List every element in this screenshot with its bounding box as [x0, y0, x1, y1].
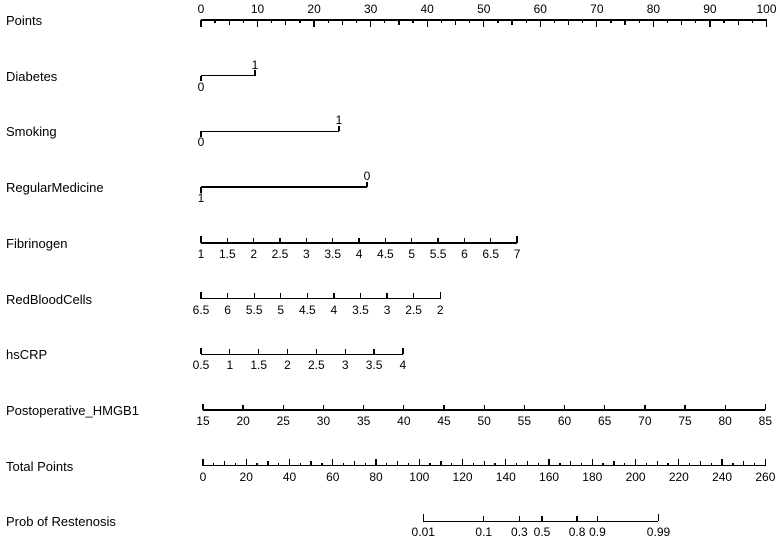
tick-label: 5 — [277, 302, 285, 317]
tick-mark — [306, 238, 307, 243]
tick-mark — [441, 20, 442, 23]
tick-mark — [254, 293, 255, 298]
tick-mark — [437, 238, 438, 243]
tick-label: 3.5 — [365, 358, 383, 373]
tick-label: 6 — [224, 302, 231, 317]
tick-mark — [373, 349, 374, 354]
tick-mark — [484, 405, 485, 410]
tick-label: 5.5 — [429, 246, 447, 261]
tick-mark — [202, 404, 203, 411]
tick-mark — [213, 463, 214, 466]
tick-label: 70 — [590, 2, 604, 16]
axis-line-red-blood-cells — [201, 298, 440, 299]
tick-label: 20 — [307, 2, 321, 16]
tick-mark — [541, 516, 542, 522]
axis-line-regular-medicine — [201, 186, 367, 187]
tick-mark — [604, 405, 605, 410]
tick-mark — [385, 238, 386, 243]
tick-label: 4 — [399, 358, 407, 373]
tick-label: 75 — [678, 414, 692, 429]
tick-mark — [658, 514, 659, 521]
tick-mark — [559, 463, 560, 466]
tick-mark — [564, 405, 565, 410]
tick-mark — [258, 349, 259, 354]
tick-label: 0 — [199, 469, 207, 484]
tick-mark — [635, 459, 636, 466]
tick-label: 60 — [326, 469, 340, 484]
tick-mark — [524, 405, 525, 410]
tick-mark — [229, 349, 230, 354]
tick-label-low: 0 — [197, 79, 205, 94]
tick-mark — [332, 459, 333, 466]
tick-mark — [227, 238, 228, 243]
tick-label: 25 — [276, 414, 290, 429]
tick-mark — [200, 236, 201, 243]
tick-label: 40 — [282, 469, 297, 484]
tick-label: 5.5 — [245, 302, 263, 317]
tick-mark — [657, 461, 658, 466]
tick-mark — [639, 20, 640, 23]
tick-mark — [408, 463, 409, 466]
tick-mark — [397, 461, 398, 466]
tick-label: 80 — [369, 469, 383, 484]
tick-label: 4 — [330, 302, 338, 317]
tick-mark — [354, 461, 355, 466]
tick-mark — [419, 459, 420, 466]
tick-mark — [267, 461, 268, 466]
row-label-diabetes: Diabetes — [6, 68, 58, 84]
tick-label: 0.3 — [511, 525, 528, 540]
tick-label: 55 — [517, 414, 532, 429]
tick-mark — [723, 20, 724, 23]
tick-mark — [342, 20, 343, 25]
tick-mark — [743, 461, 744, 466]
tick-label: 20 — [239, 469, 253, 484]
tick-label: 65 — [597, 414, 612, 429]
tick-mark — [754, 463, 755, 466]
tick-label: 4.5 — [377, 246, 394, 261]
tick-mark — [257, 20, 258, 27]
tick-mark — [653, 20, 654, 27]
tick-mark — [411, 238, 412, 243]
tick-label: 2.5 — [308, 358, 325, 373]
tick-mark — [576, 516, 577, 522]
tick-label: 80 — [718, 414, 732, 429]
tick-label: 80 — [646, 2, 661, 16]
tick-mark — [602, 463, 603, 466]
row-label-points: Points — [6, 13, 43, 28]
tick-mark — [243, 20, 244, 23]
tick-mark — [511, 20, 512, 25]
tick-mark — [360, 293, 361, 298]
tick-mark — [363, 405, 364, 410]
tick-label: 0.01 — [411, 525, 435, 540]
tick-mark — [516, 236, 517, 243]
tick-label: 260 — [755, 469, 776, 484]
tick-mark — [398, 20, 399, 25]
tick-mark — [271, 20, 272, 23]
tick-mark — [242, 405, 243, 410]
tick-mark — [681, 20, 682, 25]
tick-label-high: 0 — [363, 169, 371, 184]
tick-mark — [427, 20, 428, 27]
tick-mark — [200, 348, 201, 355]
tick-label: 6 — [461, 246, 468, 261]
tick-mark — [667, 20, 668, 23]
tick-label: 15 — [196, 414, 210, 429]
tick-label: 70 — [638, 414, 652, 429]
tick-label: 0.9 — [589, 525, 606, 540]
row-label-prob-restenosis: Prob of Restenosis — [6, 514, 116, 530]
tick-mark — [323, 405, 324, 410]
tick-label: 60 — [533, 2, 547, 16]
axis-line-smoking — [201, 131, 339, 132]
tick-mark — [554, 20, 555, 23]
tick-mark — [490, 238, 491, 243]
tick-mark — [610, 20, 611, 23]
tick-label: 30 — [363, 2, 378, 16]
tick-mark — [256, 463, 257, 466]
tick-mark — [202, 459, 203, 466]
tick-mark — [624, 463, 625, 466]
tick-mark — [765, 404, 766, 411]
tick-mark — [689, 463, 690, 466]
tick-mark — [709, 20, 710, 27]
tick-label: 85 — [758, 414, 773, 429]
tick-mark — [283, 405, 284, 410]
tick-mark — [278, 463, 279, 466]
tick-mark — [494, 463, 495, 466]
tick-mark — [540, 20, 541, 27]
tick-mark — [440, 461, 441, 466]
row-label-regular-medicine: RegularMedicine — [6, 180, 104, 196]
tick-mark — [624, 20, 625, 25]
tick-mark — [732, 463, 733, 466]
row-label-total-points: Total Points — [6, 458, 74, 474]
row-label-postoperative-hmgb1: Postoperative_HMGB1 — [6, 403, 139, 419]
tick-mark — [280, 293, 281, 298]
tick-mark — [527, 461, 528, 466]
tick-label: 20 — [236, 414, 250, 429]
tick-label: 100 — [756, 2, 777, 16]
tick-label: 40 — [397, 414, 411, 429]
tick-mark — [483, 516, 484, 522]
tick-label: 6.5 — [482, 246, 500, 261]
tick-label: 35 — [356, 414, 371, 429]
tick-label: 2.5 — [271, 246, 289, 261]
tick-label: 6.5 — [192, 302, 210, 317]
tick-mark — [429, 463, 430, 466]
tick-mark — [289, 459, 290, 466]
tick-mark — [497, 20, 498, 23]
tick-mark — [613, 461, 614, 466]
tick-mark — [505, 459, 506, 466]
tick-label-low: 0 — [197, 135, 205, 150]
tick-label-low: 1 — [197, 191, 205, 206]
tick-label: 7 — [513, 246, 521, 261]
tick-mark — [287, 349, 288, 354]
tick-label-high: 1 — [335, 113, 343, 128]
tick-mark — [370, 20, 371, 27]
tick-mark — [464, 238, 465, 243]
tick-mark — [440, 292, 441, 299]
tick-mark — [725, 405, 726, 410]
tick-label: 1.5 — [250, 358, 268, 373]
tick-label: 3.5 — [352, 302, 369, 317]
tick-mark — [279, 238, 280, 243]
tick-mark — [200, 20, 201, 27]
tick-mark — [224, 461, 225, 466]
tick-mark — [519, 516, 520, 522]
tick-label: 4 — [355, 246, 363, 261]
tick-mark — [592, 459, 593, 466]
tick-mark — [423, 514, 424, 521]
tick-mark — [300, 463, 301, 466]
tick-mark — [345, 349, 346, 354]
tick-mark — [451, 463, 452, 466]
tick-label: 2.5 — [405, 302, 422, 317]
tick-mark — [667, 463, 668, 466]
tick-mark — [386, 293, 387, 298]
tick-mark — [321, 463, 322, 466]
tick-mark — [403, 405, 404, 410]
tick-mark — [229, 20, 230, 25]
tick-mark — [483, 20, 484, 27]
tick-mark — [375, 459, 376, 466]
tick-mark — [721, 459, 722, 466]
tick-label: 90 — [703, 2, 717, 16]
tick-mark — [333, 293, 334, 298]
tick-label: 50 — [477, 414, 491, 429]
tick-label: 0.99 — [646, 525, 671, 540]
tick-label: 5 — [408, 246, 416, 261]
tick-mark — [235, 463, 236, 466]
tick-mark — [328, 20, 329, 23]
tick-mark — [738, 20, 739, 25]
tick-mark — [538, 463, 539, 466]
axis-line-diabetes — [201, 75, 255, 76]
row-label-red-blood-cells: RedBloodCells — [6, 291, 92, 307]
tick-mark — [597, 516, 598, 522]
tick-label: 1 — [226, 358, 234, 373]
tick-label: 2 — [436, 302, 444, 317]
tick-mark — [752, 20, 753, 23]
tick-mark — [582, 20, 583, 23]
tick-mark — [455, 20, 456, 25]
tick-mark — [313, 20, 314, 27]
tick-label: 0.8 — [568, 525, 586, 540]
tick-label: 140 — [495, 469, 516, 484]
tick-mark — [365, 463, 366, 466]
tick-mark — [214, 20, 215, 23]
tick-mark — [462, 459, 463, 466]
tick-mark — [332, 238, 333, 243]
tick-mark — [695, 20, 696, 23]
tick-mark — [596, 20, 597, 27]
row-label-smoking: Smoking — [6, 124, 57, 140]
tick-mark — [684, 405, 685, 410]
tick-label: 10 — [250, 2, 265, 16]
tick-label-high: 1 — [251, 57, 259, 72]
tick-label: 3 — [341, 358, 349, 373]
tick-label: 3 — [383, 302, 391, 317]
tick-mark — [246, 459, 247, 466]
tick-mark — [402, 348, 403, 355]
tick-label: 1.5 — [218, 246, 236, 261]
row-label-hscrp: hsCRP — [6, 347, 48, 363]
tick-label: 40 — [420, 2, 434, 16]
tick-mark — [516, 463, 517, 466]
tick-label: 240 — [712, 469, 733, 484]
tick-label: 3.5 — [324, 246, 342, 261]
tick-mark — [646, 463, 647, 466]
tick-mark — [227, 293, 228, 298]
tick-label: 1 — [197, 246, 205, 261]
tick-mark — [384, 20, 385, 23]
tick-mark — [386, 463, 387, 466]
tick-mark — [253, 238, 254, 243]
tick-mark — [526, 20, 527, 23]
tick-mark — [358, 238, 359, 243]
tick-label: 0 — [197, 2, 205, 16]
tick-mark — [484, 461, 485, 466]
tick-mark — [413, 293, 414, 298]
tick-label: 3 — [303, 246, 310, 261]
tick-mark — [343, 463, 344, 466]
tick-mark — [765, 459, 766, 466]
tick-mark — [548, 459, 549, 466]
tick-label: 0.5 — [192, 358, 210, 373]
tick-label: 2 — [284, 358, 291, 373]
tick-label: 0.1 — [475, 525, 493, 540]
tick-mark — [570, 461, 571, 466]
tick-label: 220 — [668, 469, 689, 484]
tick-mark — [469, 20, 470, 23]
tick-label: 30 — [316, 414, 331, 429]
tick-mark — [678, 459, 679, 466]
tick-mark — [568, 20, 569, 25]
tick-label: 0.5 — [533, 525, 551, 540]
tick-mark — [356, 20, 357, 23]
tick-label: 160 — [539, 469, 560, 484]
tick-mark — [766, 20, 767, 27]
tick-mark — [473, 463, 474, 466]
tick-label: 45 — [437, 414, 451, 429]
tick-mark — [307, 293, 308, 298]
row-label-fibrinogen: Fibrinogen — [6, 235, 68, 251]
tick-mark — [711, 463, 712, 466]
tick-label: 60 — [557, 414, 572, 429]
tick-label: 200 — [625, 469, 646, 484]
tick-label: 50 — [477, 2, 491, 16]
tick-label: 180 — [582, 469, 603, 484]
tick-mark — [644, 405, 645, 410]
tick-label: 120 — [452, 469, 473, 484]
tick-mark — [285, 20, 286, 25]
tick-label: 4.5 — [298, 302, 316, 317]
tick-mark — [310, 461, 311, 466]
tick-mark — [299, 20, 300, 23]
tick-mark — [700, 461, 701, 466]
tick-mark — [443, 405, 444, 410]
tick-mark — [581, 463, 582, 466]
tick-label: 2 — [250, 246, 258, 261]
tick-label: 100 — [409, 469, 430, 484]
tick-mark — [412, 20, 413, 23]
tick-mark — [200, 292, 201, 299]
tick-mark — [316, 349, 317, 354]
